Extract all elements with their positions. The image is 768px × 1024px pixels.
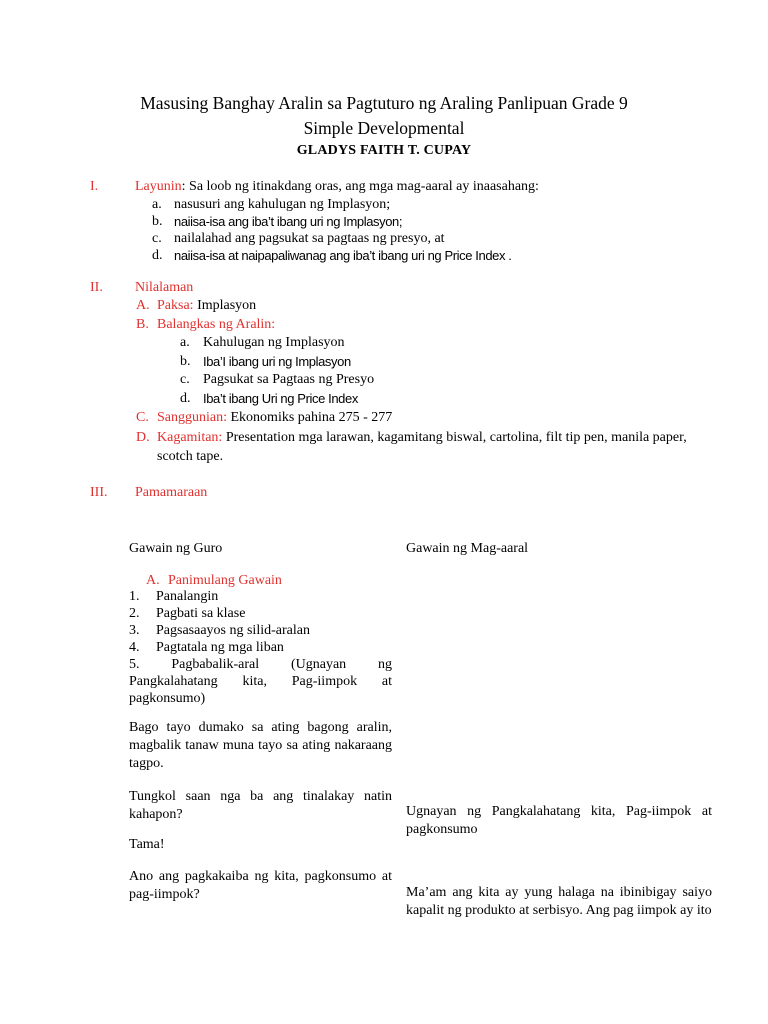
kagamitan-mark: D. bbox=[136, 430, 150, 445]
step-4-mark: 4. bbox=[129, 640, 140, 655]
objective-a-mark: a. bbox=[152, 197, 162, 212]
student-paragraph-1: Ugnayan ng Pangkalahatang kita, Pag-iimpok at pagkonsumo bbox=[406, 804, 712, 837]
balangkas-label: Balangkas ng Aralin: bbox=[157, 317, 276, 332]
student-column-header: Gawain ng Mag-aaral bbox=[406, 541, 529, 556]
panimula-mark: A. bbox=[146, 573, 160, 588]
step-2-text: Pagbati sa klase bbox=[156, 606, 246, 621]
objective-d-text: naiisa-isa at naipapaliwanag ang iba’t ibang uri ng Price Index . bbox=[174, 248, 512, 263]
sanggunian-value: Ekonomiks pahina 275 - 277 bbox=[230, 410, 393, 425]
panimula-label: Panimulang Gawain bbox=[168, 573, 282, 588]
step-3-text: Pagsasaayos ng silid-aralan bbox=[156, 623, 310, 638]
paksa-value: Implasyon bbox=[197, 298, 257, 313]
section-2-numeral: II. bbox=[90, 280, 103, 295]
outline-a-text: Kahulugan ng Implasyon bbox=[203, 335, 345, 350]
teacher-column-header: Gawain ng Guro bbox=[129, 541, 223, 556]
section-1-intro: : Sa loob ng itinakdang oras, ang mga mag-aaral ay inaasahang: bbox=[181, 179, 539, 194]
author-name: GLADYS FAITH T. CUPAY bbox=[296, 143, 472, 158]
sanggunian-line bbox=[157, 409, 392, 427]
objective-c-mark: c. bbox=[152, 231, 162, 246]
outline-c-mark: c. bbox=[180, 372, 190, 387]
section-3-label: Pamamaraan bbox=[135, 485, 208, 500]
section-3-numeral: III. bbox=[90, 485, 108, 500]
objective-b-text: naiisa-isa ang iba’t ibang uri ng Implasyon; bbox=[174, 214, 403, 229]
objective-c-text: nailalahad ang pagsukat sa pagtaas ng presyo, at bbox=[174, 231, 445, 246]
student-paragraph-2: Ma’am ang kita ay yung halaga na ibinibigay saiyo kapalit ng produkto at serbisyo. Ang pag iimpok ay ito bbox=[406, 885, 712, 918]
outline-a-mark: a. bbox=[180, 335, 190, 350]
outline-d-mark: d. bbox=[180, 391, 191, 406]
outline-c-text: Pagsukat sa Pagtaas ng Presyo bbox=[203, 372, 375, 387]
objective-a-text: nasusuri ang kahulugan ng Implasyon; bbox=[174, 197, 391, 212]
step-1-mark: 1. bbox=[129, 589, 140, 604]
paksa-label: Paksa: bbox=[157, 298, 194, 313]
paksa-mark: A. bbox=[136, 298, 150, 313]
step-4-text: Pagtatala ng mga liban bbox=[156, 640, 284, 655]
sanggunian-mark: C. bbox=[136, 410, 149, 425]
teacher-paragraph-2: Tungkol saan nga ba ang tinalakay natin kahapon? bbox=[129, 789, 392, 822]
outline-d-text: Iba’t ibang Uri ng Price Index bbox=[203, 391, 358, 406]
section-1-heading bbox=[135, 178, 539, 196]
teacher-paragraph-4: Ano ang pagkakaiba ng kita, pagkonsumo at pag-iimpok? bbox=[129, 869, 392, 902]
sanggunian-label: Sanggunian: bbox=[157, 410, 227, 425]
step-5-line-1: 5. Pagbabalik-aral (Ugnayan ng bbox=[129, 657, 392, 672]
section-1-label: Layunin bbox=[135, 179, 182, 194]
section-2-label: Nilalaman bbox=[135, 280, 194, 295]
step-2-mark: 2. bbox=[129, 606, 140, 621]
balangkas-mark: B. bbox=[136, 317, 149, 332]
step-5-line-3: pagkonsumo) bbox=[129, 691, 206, 706]
kagamitan-label: Kagamitan: bbox=[157, 430, 223, 445]
step-3-mark: 3. bbox=[129, 623, 140, 638]
step-1-text: Panalangin bbox=[156, 589, 219, 604]
kagamitan-line bbox=[157, 429, 687, 447]
kagamitan-value-continued: scotch tape. bbox=[157, 449, 224, 464]
teacher-paragraph-3: Tama! bbox=[129, 837, 165, 852]
paksa-line bbox=[157, 297, 256, 315]
objective-d-mark: d. bbox=[152, 248, 163, 263]
teacher-paragraph-1: Bago tayo dumako sa ating bagong aralin, magbalik tanaw muna tayo sa ating nakaraang tagpo. bbox=[129, 720, 392, 771]
step-5-line-2: Pangkalahatang kita, Pag-iimpok at bbox=[129, 674, 392, 689]
objective-b-mark: b. bbox=[152, 214, 163, 229]
outline-b-mark: b. bbox=[180, 354, 191, 369]
document-title: Masusing Banghay Aralin sa Pagtuturo ng Araling Panlipuan Grade 9 bbox=[140, 93, 628, 113]
outline-b-text: Iba’I ibang uri ng Implasyon bbox=[203, 354, 351, 369]
kagamitan-value: Presentation mga larawan, kagamitang biswal, cartolina, filt tip pen, manila paper, bbox=[225, 430, 687, 445]
document-subtitle: Simple Developmental bbox=[303, 118, 465, 138]
section-1-numeral: I. bbox=[90, 179, 99, 194]
